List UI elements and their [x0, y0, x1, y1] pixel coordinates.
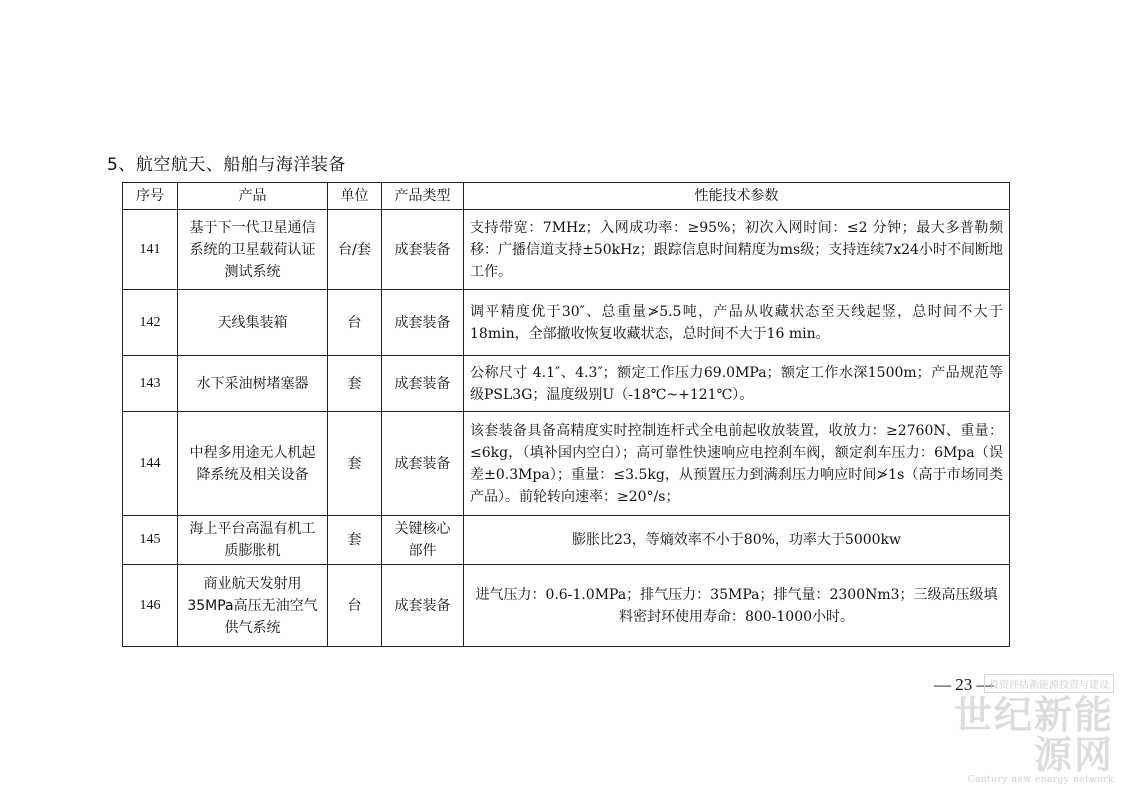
row-num: 146 — [123, 565, 178, 647]
row-params: 公称尺寸 4.1″、4.3″；额定工作压力69.0MPa；额定工作水深1500m；产品规范等级PSL3G；温度级别U（-18℃~+121℃）。 — [464, 356, 1010, 412]
equipment-table — [122, 182, 1010, 647]
row-params: 进气压力：0.6-1.0MPa；排气压力：35MPa；排气量：2300Nm3；三级高压级填料密封环使用寿命：800-1000小时。 — [464, 565, 1010, 647]
row-unit: 套 — [328, 516, 382, 565]
row-unit: 套 — [328, 356, 382, 412]
row-num: 143 — [123, 356, 178, 412]
row-product: 海上平台高温有机工质膨胀机 — [178, 516, 328, 565]
row-params: 调平精度优于30″、总重量≯5.5吨，产品从收藏状态至天线起竖，总时间不大于18min，全部撤收恢复收藏状态，总时间不大于16 min。 — [464, 290, 1010, 356]
row-type: 成套装备 — [382, 356, 464, 412]
row-type: 成套装备 — [382, 565, 464, 647]
row-num: 141 — [123, 210, 178, 290]
header-params: 性能技术参数 — [464, 183, 1010, 210]
table-row — [123, 412, 1010, 516]
header-unit: 单位 — [328, 183, 382, 210]
table-row — [123, 565, 1010, 647]
row-params: 支持带宽：7MHz；入网成功率：≥95%；初次入网时间：≤2 分钟；最大多普勒频移：广播信道支持±50kHz；跟踪信息时间精度为ms级；支持连续7x24小时不间断地工作。 — [464, 210, 1010, 290]
row-num: 142 — [123, 290, 178, 356]
row-unit: 台 — [328, 565, 382, 647]
header-num: 序号 — [123, 183, 178, 210]
header-type: 产品类型 — [382, 183, 464, 210]
row-type: 关键核心部件 — [382, 516, 464, 565]
table-row — [123, 516, 1010, 565]
page-number: — 23 — — [934, 675, 994, 694]
row-type: 成套装备 — [382, 412, 464, 516]
row-product: 基于下一代卫星通信系统的卫星载荷认证测试系统 — [178, 210, 328, 290]
row-unit: 台 — [328, 290, 382, 356]
row-params: 膨胀比23，等熵效率不小于80%，功率大于5000kw — [464, 516, 1010, 565]
row-num: 145 — [123, 516, 178, 565]
row-unit: 套 — [328, 412, 382, 516]
table-row — [123, 356, 1010, 412]
header-product: 产品 — [178, 183, 328, 210]
row-product: 水下采油树堵塞器 — [178, 356, 328, 412]
table-row — [123, 290, 1010, 356]
row-type: 成套装备 — [382, 210, 464, 290]
table-row — [123, 210, 1010, 290]
watermark-logo — [924, 673, 1114, 785]
row-product: 商业航天发射用35MPa高压无油空气供气系统 — [178, 565, 328, 647]
row-params: 该套装备具备高精度实时控制连杆式全电前起收放装置，收放力：≥2760N、重量：≤6kg，（填补国内空白）；高可靠性快速响应电控刹车阀，额定刹车压力：6Mpa（误差±0.3Mpa）；重量：≤3.5kg，从预置压力到满刹压力响应时间≯1s（高于市场同类产品）。前轮转向速率：≥20°/s； — [464, 412, 1010, 516]
row-num: 144 — [123, 412, 178, 516]
section-title: 5、航空航天、船舶与海洋装备 — [107, 155, 346, 175]
row-type: 成套装备 — [382, 290, 464, 356]
row-product: 天线集装箱 — [178, 290, 328, 356]
watermark-top-text: 投资评估新能源投资与建设 — [984, 674, 1114, 693]
row-product: 中程多用途无人机起降系统及相关设备 — [178, 412, 328, 516]
watermark-main-text: 世纪新能源网 — [953, 693, 1114, 777]
table-header-row — [123, 183, 1010, 210]
watermark-sub-text: Century new energy network — [967, 775, 1114, 785]
row-unit: 台/套 — [328, 210, 382, 290]
